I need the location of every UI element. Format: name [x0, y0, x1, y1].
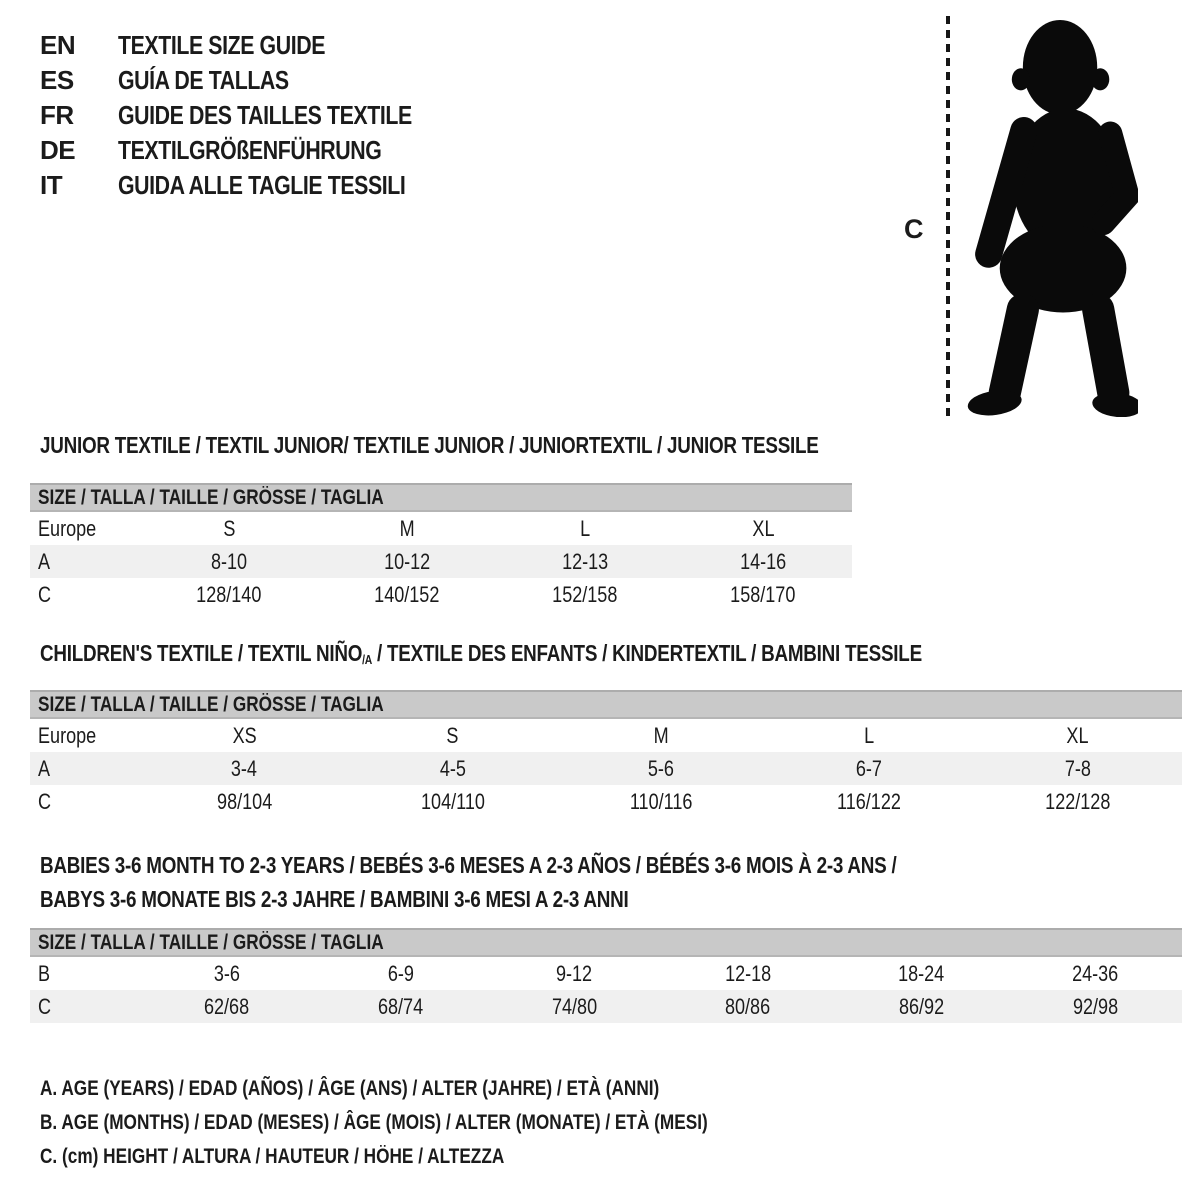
language-row [40, 168, 476, 203]
size-cell: 122/128 [1045, 788, 1111, 814]
region-label: Europe [38, 515, 97, 541]
language-code: DE [40, 135, 76, 165]
size-cell: 140/152 [374, 581, 440, 607]
row-label: C [38, 581, 52, 607]
children-size-table [30, 690, 1182, 818]
height-measure-label: C [904, 214, 924, 244]
row-label: C [38, 788, 52, 814]
size-cell: 5-6 [647, 755, 675, 781]
size-cell: 158/170 [730, 581, 796, 607]
table-row [30, 752, 1182, 785]
language-title-list [40, 28, 476, 203]
size-cell: 3-6 [213, 960, 240, 986]
legend-line-c: C. (cm) HEIGHT / ALTURA / HAUTEUR / HÖHE / ALTEZZA [40, 1145, 505, 1168]
size-cell: 6-7 [856, 755, 883, 781]
column-header: L [579, 515, 591, 541]
measure-legend [40, 1072, 854, 1174]
language-row [40, 63, 476, 98]
language-label: GUIDA ALLE TAGLIE TESSILI [118, 170, 406, 200]
babies-section-title: BABIES 3-6 MONTH TO 2-3 YEARS / BEBÉS 3-6 MESES A 2-3 AÑOS / BÉBÉS 3-6 MOIS À 2-3 ANS / BABYS 3-6 MONATE BIS 2-3 JAHRE / BAMBINI 3-6 MESI A 2-3 ANNI [40, 852, 897, 912]
table-row [30, 990, 1182, 1023]
table-row [30, 957, 1182, 990]
row-label: A [38, 755, 51, 781]
height-measure-dashed-line [946, 16, 950, 416]
legend-line-a: A. AGE (YEARS) / EDAD (AÑOS) / ÂGE (ANS) / ALTER (JAHRE) / ETÀ (ANNI) [40, 1077, 660, 1100]
size-cell: 68/74 [377, 993, 424, 1019]
size-cell: 9-12 [556, 960, 593, 986]
junior-section-title: JUNIOR TEXTILE / TEXTIL JUNIOR/ TEXTILE JUNIOR / JUNIORTEXTIL / JUNIOR TESSILE [40, 432, 819, 458]
language-code: EN [40, 30, 76, 60]
size-cell: 24-36 [1072, 960, 1119, 986]
language-label: GUIDE DES TAILLES TEXTILE [118, 100, 412, 130]
size-cell: 7-8 [1064, 755, 1091, 781]
language-row [40, 28, 476, 63]
size-cell: 74/80 [551, 993, 597, 1019]
language-row [40, 98, 476, 133]
size-cell: 98/104 [216, 788, 272, 814]
size-cell: 80/86 [725, 993, 771, 1019]
size-cell: 110/116 [629, 788, 693, 814]
row-label: A [38, 548, 51, 574]
table-row [30, 785, 1182, 818]
table-row [30, 545, 852, 578]
language-code: ES [40, 65, 74, 95]
size-header-bar: SIZE / TALLA / TAILLE / GRÖSSE / TAGLIA [30, 690, 1182, 719]
size-cell: 18-24 [898, 960, 945, 986]
column-header: M [399, 515, 415, 541]
babies-size-table [30, 928, 1182, 1023]
row-label: B [38, 960, 51, 986]
size-cell: 104/110 [420, 788, 485, 814]
size-cell: 8-10 [210, 548, 248, 574]
language-code: FR [40, 100, 74, 130]
children-section-title: CHILDREN'S TEXTILE / TEXTIL NIÑO/A / TEXTILE DES ENFANTS / KINDERTEXTIL / BAMBINI TESSILE [40, 640, 922, 668]
column-header: XL [751, 515, 775, 541]
size-cell: 6-9 [387, 960, 414, 986]
row-label: C [38, 993, 52, 1019]
column-header: XS [232, 722, 257, 748]
size-cell: 4-5 [439, 755, 466, 781]
language-row [40, 133, 476, 168]
table-row-columns [30, 719, 1182, 752]
language-label: TEXTILGRÖßENFÜHRUNG [118, 135, 382, 165]
toddler-silhouette [966, 15, 1138, 417]
size-header-bar: SIZE / TALLA / TAILLE / GRÖSSE / TAGLIA [30, 928, 1182, 957]
legend-line-b: B. AGE (MONTHS) / EDAD (MESES) / ÂGE (MOIS) / ALTER (MONATE) / ETÀ (MESI) [40, 1111, 708, 1134]
size-cell: 3-4 [231, 755, 258, 781]
language-code: IT [40, 170, 63, 200]
language-label: GUÍA DE TALLAS [118, 65, 289, 95]
size-cell: 10-12 [383, 548, 431, 574]
size-header-bar: SIZE / TALLA / TAILLE / GRÖSSE / TAGLIA [30, 483, 852, 512]
size-cell: 152/158 [552, 581, 618, 607]
size-cell: 86/92 [898, 993, 945, 1019]
nino-a-subscript: /A [362, 653, 373, 668]
column-header: S [222, 515, 236, 541]
column-header: S [446, 722, 459, 748]
column-header: L [864, 722, 875, 748]
size-cell: 116/122 [837, 788, 902, 814]
size-cell: 92/98 [1072, 993, 1118, 1019]
size-cell: 62/68 [204, 993, 250, 1019]
column-header: M [653, 722, 669, 748]
size-cell: 14-16 [739, 548, 787, 574]
language-label: TEXTILE SIZE GUIDE [118, 30, 326, 60]
region-label: Europe [38, 722, 97, 748]
size-cell: 12-18 [724, 960, 771, 986]
table-row [30, 578, 852, 611]
junior-size-table [30, 483, 852, 611]
size-cell: 128/140 [196, 581, 262, 607]
column-header: XL [1066, 722, 1089, 748]
size-cell: 12-13 [561, 548, 609, 574]
table-row-columns [30, 512, 852, 545]
